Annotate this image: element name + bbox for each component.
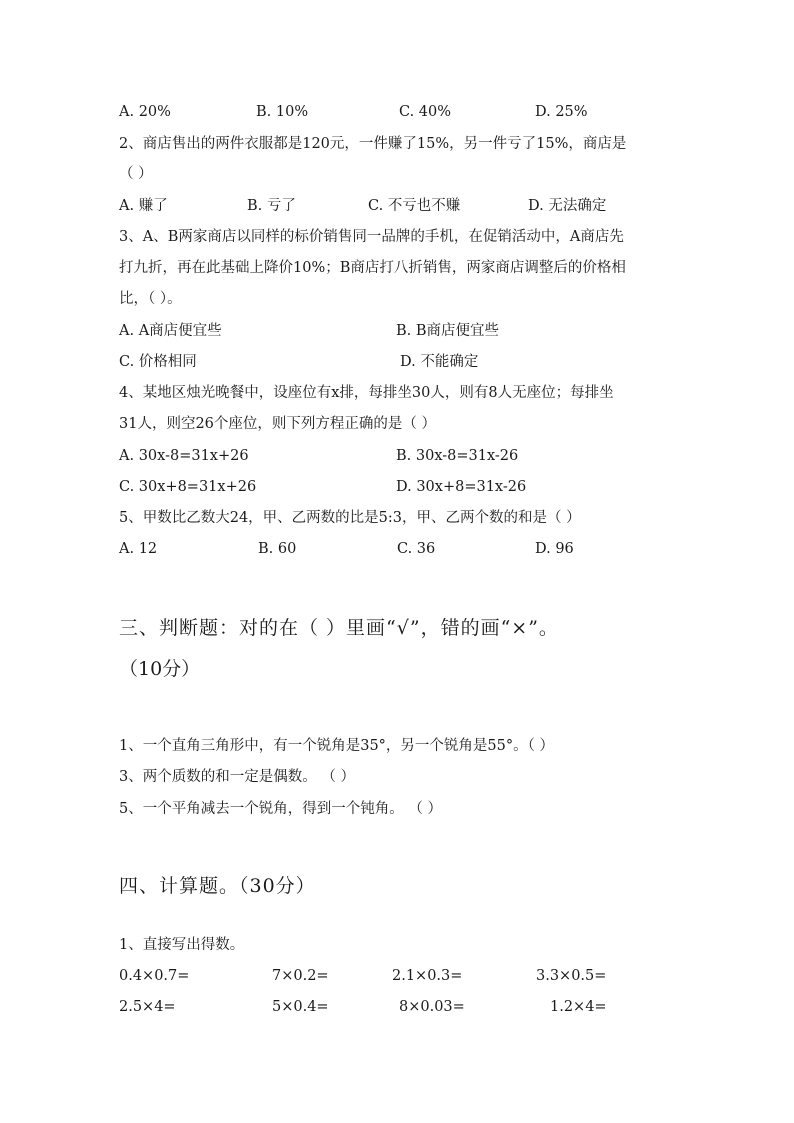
q5-line-1: 5、甲数比乙数大24，甲、乙两数的比是5:3，甲、乙两个数的和是（ ） — [119, 510, 581, 526]
q1-option-d: D. 25% — [535, 104, 588, 120]
q4-option-b: B. 30x-8=31x-26 — [396, 448, 519, 464]
q3-line-2: 打九折，再在此基础上降价10%；B商店打八折销售，两家商店调整后的价格相 — [119, 260, 626, 276]
q3-line-1: 3、A、B两家商店以同样的标价销售同一品牌的手机，在促销活动中，A商店先 — [119, 229, 624, 245]
calc-item: 7×0.2= — [272, 968, 329, 984]
q3-option-d: D. 不能确定 — [400, 354, 479, 370]
q2-line-2: （ ） — [119, 166, 153, 182]
q1-option-a: A. 20% — [119, 104, 171, 120]
q2-option-a: A. 赚了 — [119, 198, 168, 214]
judgment-item-5: 5、一个平角减去一个锐角，得到一个钝角。 （ ） — [119, 801, 442, 817]
calc-item: 2.1×0.3= — [392, 968, 463, 984]
calc-item: 8×0.03= — [399, 999, 465, 1015]
section-3-score: （10分） — [119, 658, 201, 680]
q2-option-b: B. 亏了 — [247, 198, 296, 214]
q3-line-3: 比，（ ）。 — [119, 291, 182, 307]
section-3-heading: 三、判断题：对的在（ ）里画“√”，错的画“×”。 — [119, 617, 559, 639]
q4-line-2: 31人，则空26个座位，则下列方程正确的是（ ） — [119, 416, 437, 432]
calc-item: 1.2×4= — [550, 999, 607, 1015]
judgment-item-1: 1、一个直角三角形中，有一个锐角是35°，另一个锐角是55°。（ ） — [119, 738, 554, 754]
q5-option-a: A. 12 — [119, 541, 158, 557]
calc-item: 2.5×4= — [119, 999, 176, 1015]
q3-option-b: B. B商店便宜些 — [396, 323, 500, 339]
q4-line-1: 4、某地区烛光晚餐中，设座位有x排，每排坐30人，则有8人无座位；每排坐 — [119, 385, 614, 401]
q5-option-d: D. 96 — [535, 541, 574, 557]
q5-option-c: C. 36 — [397, 541, 436, 557]
q2-option-c: C. 不亏也不赚 — [368, 198, 461, 214]
q4-option-d: D. 30x+8=31x-26 — [396, 479, 527, 495]
q4-option-a: A. 30x-8=31x+26 — [119, 448, 249, 464]
q3-option-a: A. A商店便宜些 — [119, 323, 222, 339]
calc-instruction: 1、直接写出得数。 — [119, 937, 245, 953]
section-4-heading: 四、计算题。（30分） — [119, 875, 316, 897]
q5-option-b: B. 60 — [258, 541, 297, 557]
q4-option-c: C. 30x+8=31x+26 — [119, 479, 257, 495]
calc-item: 3.3×0.5= — [536, 968, 607, 984]
q1-option-b: B. 10% — [256, 104, 309, 120]
calc-item: 5×0.4= — [272, 999, 329, 1015]
q1-option-c: C. 40% — [399, 104, 452, 120]
q2-line-1: 2、商店售出的两件衣服都是120元，一件赚了15%，另一件亏了15%，商店是 — [119, 136, 627, 152]
calc-item: 0.4×0.7= — [119, 968, 190, 984]
judgment-item-3: 3、两个质数的和一定是偶数。 （ ） — [119, 769, 355, 785]
q3-option-c: C. 价格相同 — [119, 354, 197, 370]
q2-option-d: D. 无法确定 — [528, 198, 607, 214]
